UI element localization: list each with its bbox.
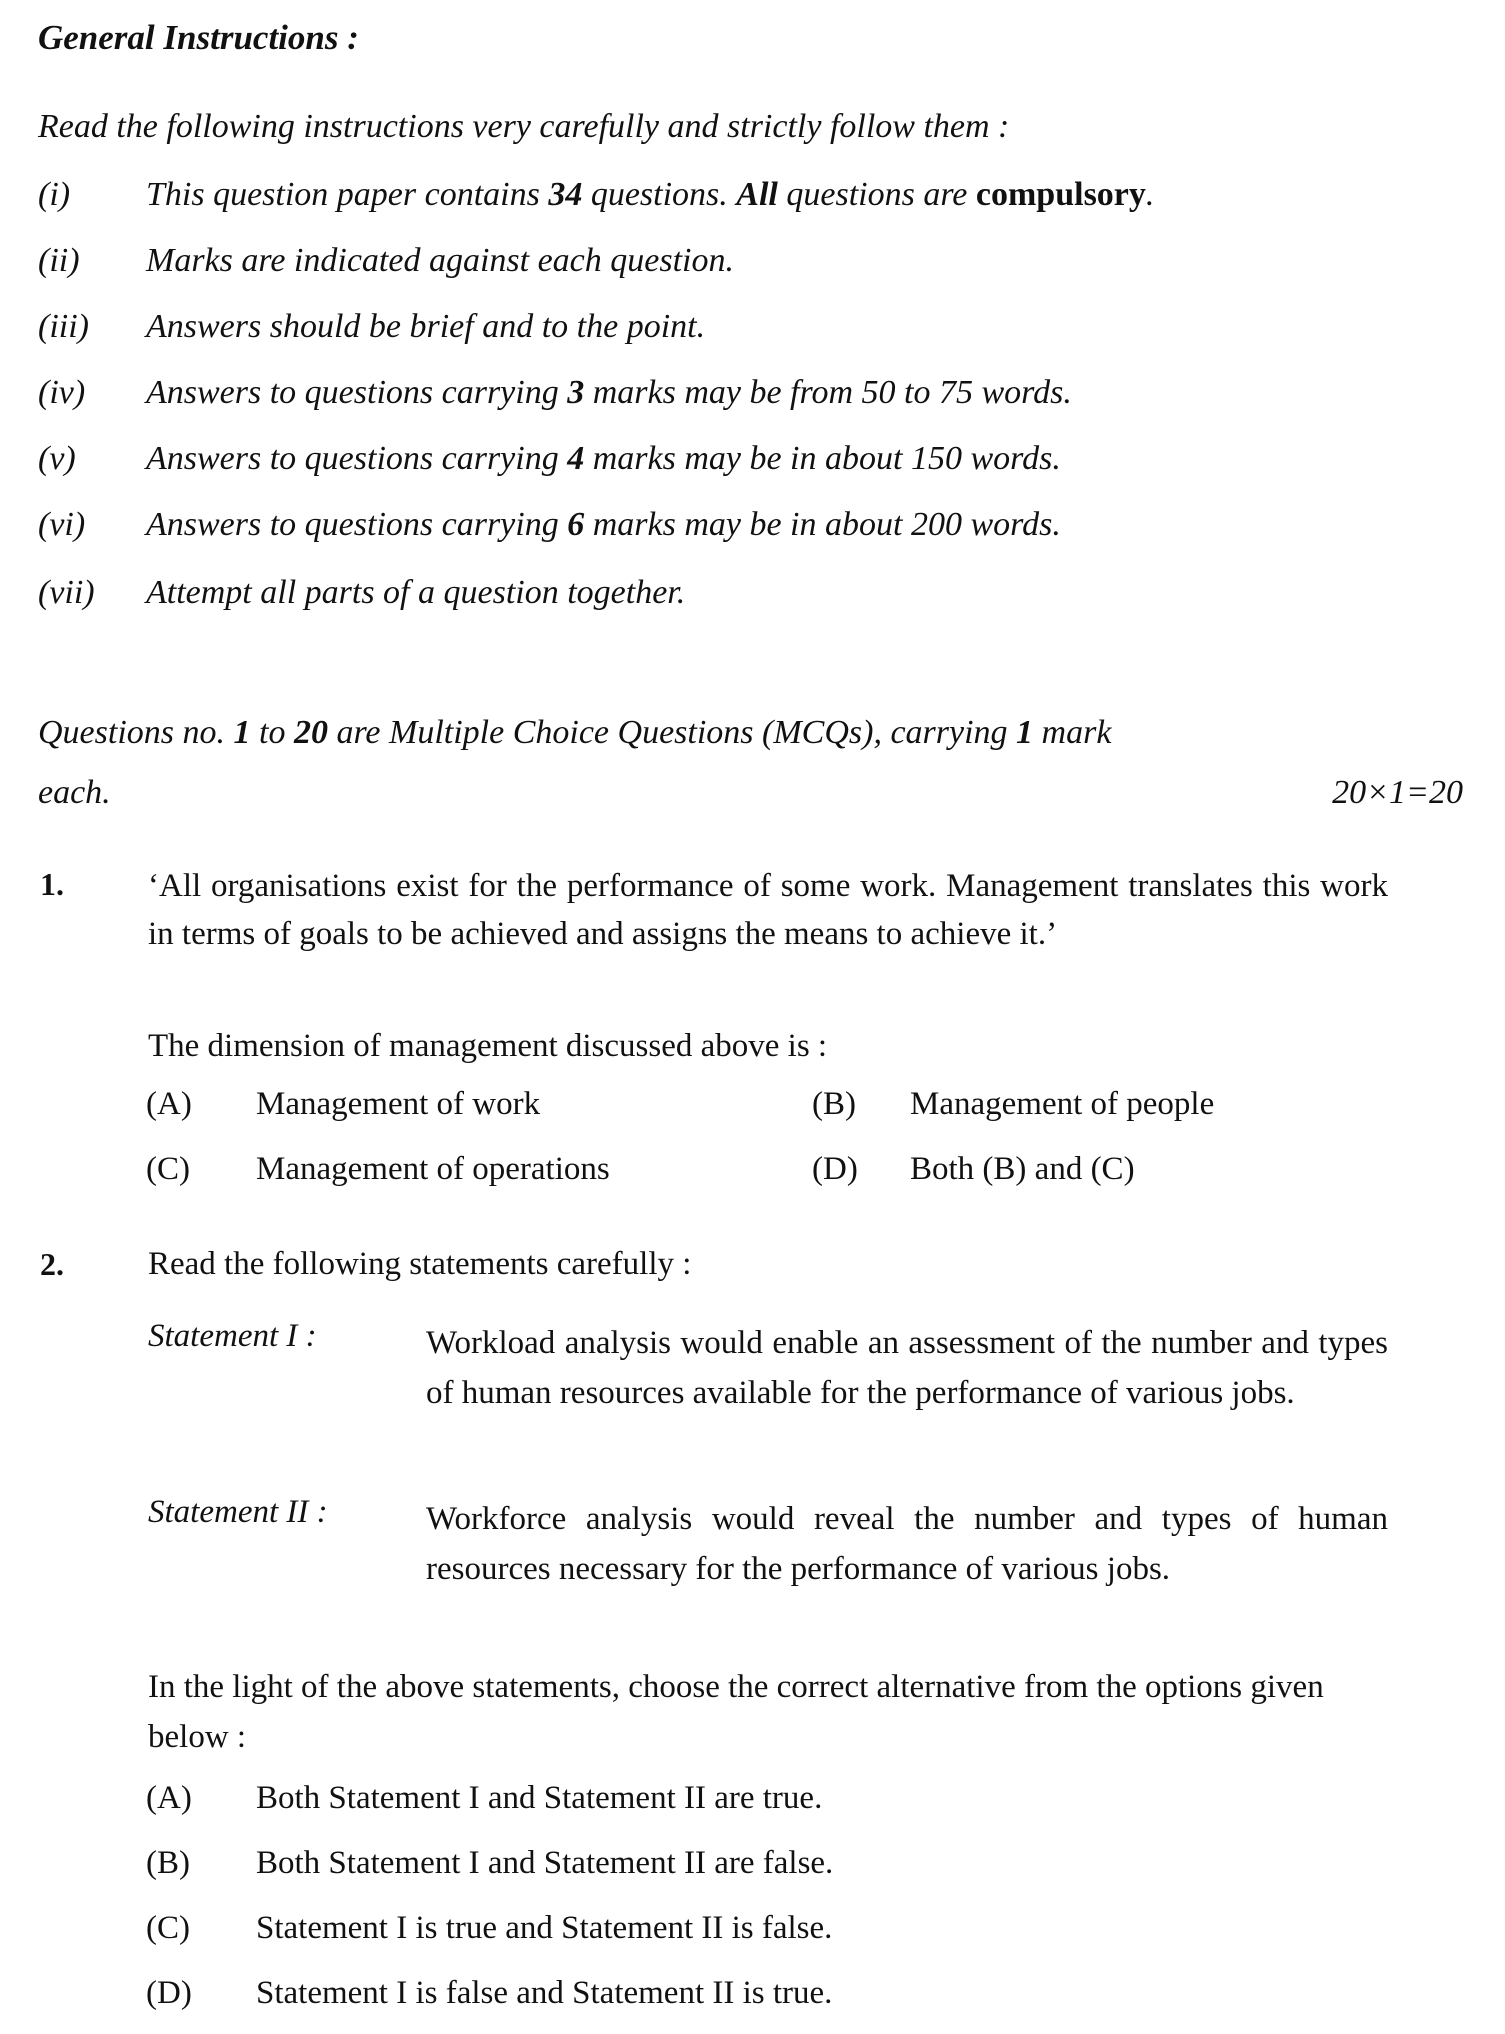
instructions-intro: Read the following instructions very carefully and strictly follow them : [38,108,1010,145]
question-number: 1. [40,866,64,902]
option-label: (A) [146,1086,192,1122]
text-run: Questions no. [38,714,234,751]
statement-text: Workforce analysis would reveal the number and types of human resources necessary for the performance of various jobs. [426,1501,1388,1587]
text-run: Answers to questions carrying [146,506,568,543]
option-label: (B) [146,1845,190,1881]
text-run: mark [1033,714,1112,751]
text-run-bold: 4 [567,440,585,477]
instruction-text [146,374,1072,412]
question-number: 2. [40,1246,64,1282]
text-run: marks may be from 50 to 75 words. [584,374,1072,411]
option-text[interactable]: Both Statement I and Statement II are true. [256,1780,823,1816]
instruction-number: (vii) [38,574,95,611]
text-run-bold: 6 [567,506,585,543]
statement-label: Statement II : [148,1494,328,1530]
instruction-number: (ii) [38,242,80,279]
text-run: Answers to questions carrying [146,374,568,411]
text-run-bold: compulsory [975,176,1146,213]
text-run: marks may be in about 200 words. [584,506,1061,543]
instruction-text: Answers should be brief and to the point. [146,308,706,345]
section-note [38,714,1111,752]
text-run: marks may be in about 150 words. [584,440,1061,477]
question-prompt: The dimension of management discussed above is : [148,1028,828,1064]
text-run-bold: 3 [567,374,585,411]
statement-label: Statement I : [148,1318,317,1354]
option-label: (C) [146,1910,190,1946]
instruction-text: Marks are indicated against each question. [146,242,734,279]
instruction-text [146,176,1154,214]
option-label: (C) [146,1151,190,1187]
statement-text: Workload analysis would enable an assessment of the number and types of human resources available for the performance of various jobs. [426,1325,1388,1411]
text-run: to [250,714,294,751]
text-run: . [1145,176,1155,213]
text-run-bold: 1 [233,714,251,751]
option-text[interactable]: Management of people [910,1086,1215,1122]
text-run-bold: 20 [293,714,328,751]
section-marks: 20×1=20 [1332,774,1463,811]
option-label: (A) [146,1780,192,1816]
text-run-bold: 1 [1016,714,1034,751]
instruction-number: (iv) [38,374,86,411]
option-text[interactable]: Management of work [256,1086,541,1122]
option-text[interactable]: Both (B) and (C) [910,1151,1135,1187]
text-run-bold: All [736,176,778,213]
text-run: This question paper contains [146,176,549,213]
option-text[interactable]: Management of operations [256,1151,610,1187]
question-prompt: In the light of the above statements, choose the correct alternative from the options given below : [148,1669,1324,1755]
option-label: (D) [146,1975,192,2011]
instruction-text: Attempt all parts of a question together. [146,574,686,611]
question-text: ‘All organisations exist for the performance of some work. Management translates this work in terms of goals to be achieved and assigns the means to achieve it.’ [148,868,1388,952]
text-run: questions are [777,176,976,213]
general-instructions-title: General Instructions : [38,18,359,57]
section-note-continuation: each. [38,774,111,811]
option-label: (B) [812,1086,856,1122]
instruction-text [146,440,1061,478]
question-text: Read the following statements carefully : [148,1246,692,1282]
instruction-number: (i) [38,176,71,213]
instruction-number: (vi) [38,506,86,543]
option-label: (D) [812,1151,858,1187]
text-run-bold: 34 [548,176,583,213]
text-run: questions. [582,176,737,213]
instruction-number: (v) [38,440,76,477]
text-run: Answers to questions carrying [146,440,568,477]
option-text[interactable]: Statement I is true and Statement II is false. [256,1910,833,1946]
instruction-number: (iii) [38,308,89,345]
instruction-text [146,506,1061,544]
text-run: are Multiple Choice Questions (MCQs), carrying [327,714,1017,751]
option-text[interactable]: Both Statement I and Statement II are false. [256,1845,834,1881]
option-text[interactable]: Statement I is false and Statement II is true. [256,1975,833,2011]
